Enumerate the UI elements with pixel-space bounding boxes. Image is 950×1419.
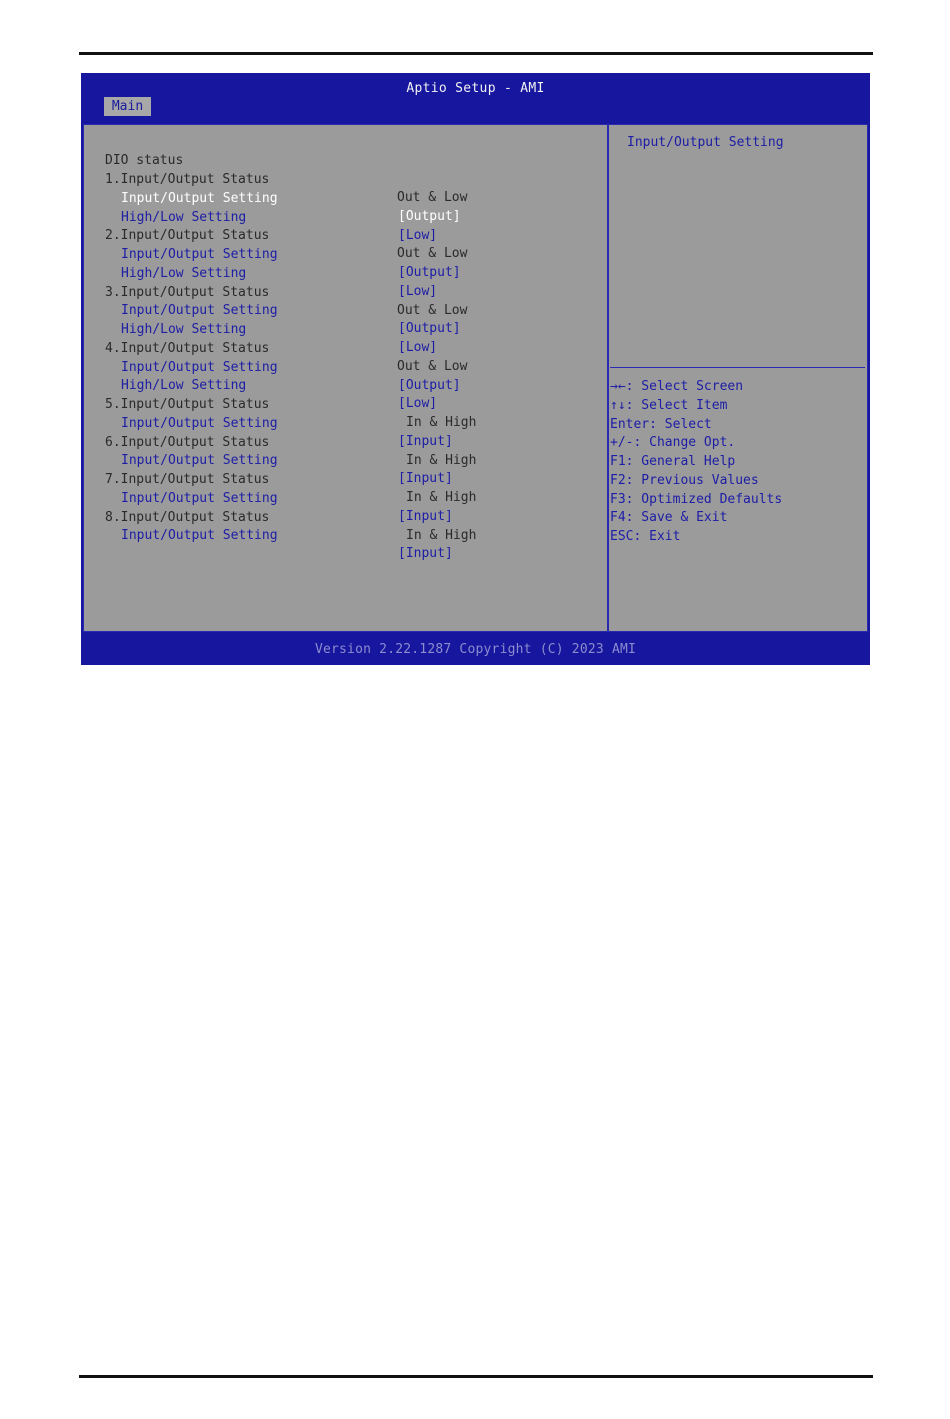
section-title-row	[84, 134, 604, 168]
setting-label: Input/Output Setting	[121, 247, 278, 262]
help-description: Input/Output Setting	[627, 135, 784, 150]
setting-value: In & High	[406, 453, 477, 468]
setting-label: 3.Input/Output Status	[105, 285, 270, 300]
setting-value[interactable]: [Input]	[398, 434, 453, 449]
setting-value[interactable]: [Output]	[398, 209, 461, 224]
setting-label: 7.Input/Output Status	[105, 472, 270, 487]
setting-value: In & High	[406, 415, 477, 430]
help-divider	[610, 367, 865, 368]
setting-value[interactable]: [Input]	[398, 509, 453, 524]
setting-label: High/Low Setting	[121, 378, 247, 393]
setting-label: 5.Input/Output Status	[105, 397, 270, 412]
key-hint-f1: F1: General Help	[610, 454, 736, 469]
setting-value[interactable]: [Output]	[398, 265, 461, 280]
setting-value: Out & Low	[397, 190, 468, 205]
setting-value[interactable]: [Low]	[398, 396, 438, 411]
main-panel	[83, 124, 868, 632]
setting-value[interactable]: [Input]	[398, 471, 453, 486]
setting-value[interactable]: [Low]	[398, 228, 438, 243]
setting-label: Input/Output Setting	[121, 528, 278, 543]
setting-label: High/Low Setting	[121, 322, 247, 337]
bios-setup-window	[81, 73, 870, 665]
setting-value: In & High	[406, 490, 477, 505]
setting-label: Input/Output Setting	[121, 453, 278, 468]
setting-label: Input/Output Setting	[121, 191, 278, 206]
key-hint-f3: F3: Optimized Defaults	[610, 492, 783, 507]
setting-label: 4.Input/Output Status	[105, 341, 270, 356]
key-hint-esc: ESC: Exit	[610, 529, 681, 544]
setting-value[interactable]: [Low]	[398, 284, 438, 299]
tab-main[interactable]: Main	[104, 97, 151, 116]
key-hint-select-screen: →←: Select Screen	[610, 379, 744, 394]
setting-value: Out & Low	[397, 246, 468, 261]
setting-value[interactable]: [Output]	[398, 378, 461, 393]
page-bottom-rule	[79, 1375, 873, 1378]
setting-label: 2.Input/Output Status	[105, 228, 270, 243]
key-hint-f4: F4: Save & Exit	[610, 510, 728, 525]
setting-value[interactable]: [Output]	[398, 321, 461, 336]
version-footer: Version 2.22.1287 Copyright (C) 2023 AMI	[314, 642, 637, 657]
setting-value: Out & Low	[397, 303, 468, 318]
setting-label: Input/Output Setting	[121, 416, 278, 431]
key-hint-f2: F2: Previous Values	[610, 473, 759, 488]
setting-label: High/Low Setting	[121, 210, 247, 225]
key-hint-enter: Enter: Select	[610, 417, 712, 432]
window-title: Aptio Setup - AMI	[406, 81, 545, 96]
setting-label: 8.Input/Output Status	[105, 510, 270, 525]
key-hint-select-item: ↑↓: Select Item	[610, 398, 728, 413]
setting-label: Input/Output Setting	[121, 360, 278, 375]
panel-divider-vertical	[607, 125, 609, 631]
setting-label: 6.Input/Output Status	[105, 435, 270, 450]
section-title: DIO status	[105, 153, 184, 168]
setting-value[interactable]: [Low]	[398, 340, 438, 355]
setting-label: Input/Output Setting	[121, 491, 278, 506]
setting-label: High/Low Setting	[121, 266, 247, 281]
page-top-rule	[79, 52, 873, 55]
setting-label: 1.Input/Output Status	[105, 172, 270, 187]
setting-value: Out & Low	[397, 359, 468, 374]
setting-value[interactable]: [Input]	[398, 546, 453, 561]
setting-label: Input/Output Setting	[121, 303, 278, 318]
setting-value: In & High	[406, 528, 477, 543]
key-hint-change-opt: +/-: Change Opt.	[610, 435, 736, 450]
